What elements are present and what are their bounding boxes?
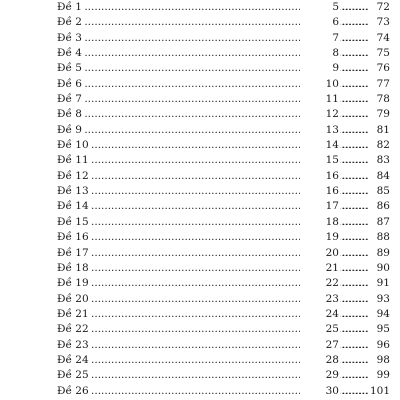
table-of-contents [57,0,390,399]
dot-leader [342,138,372,153]
toc-entry-label: Đề 15 [57,215,91,230]
toc-page-second: 73 [369,15,390,30]
toc-row [57,199,390,214]
toc-page-first: 6 [300,15,340,30]
toc-row [57,153,390,168]
toc-page-first: 16 [300,169,340,184]
dot-leader [342,107,372,122]
toc-row [57,215,390,230]
toc-page-first: 11 [300,92,340,107]
toc-page-first: 19 [300,230,340,245]
toc-entry-label: Đề 22 [57,322,91,337]
toc-page-second: 85 [369,184,390,199]
toc-page-first: 7 [300,31,340,46]
toc-page-second: 86 [369,199,390,214]
toc-page-second: 76 [369,61,390,76]
toc-entry-label: Đề 8 [57,107,84,122]
dot-leader [342,261,372,276]
dot-leader [342,338,372,353]
toc-page-second: 88 [369,230,390,245]
toc-page-first: 21 [300,261,340,276]
toc-row [57,77,390,92]
toc-page-second: 90 [369,261,390,276]
dot-leader [342,0,372,15]
toc-row [57,230,390,245]
toc-row [57,61,390,76]
dot-leader [342,307,372,322]
toc-row [57,31,390,46]
toc-page-second: 81 [369,123,390,138]
toc-page-first: 15 [300,153,340,168]
toc-page-second: 95 [369,322,390,337]
toc-page-first: 8 [300,46,340,61]
toc-page-first: 23 [300,292,340,307]
toc-page-first: 10 [300,77,340,92]
toc-page-second: 99 [369,368,390,383]
dot-leader [342,276,372,291]
toc-row [57,338,390,353]
toc-page-second: 101 [369,384,390,399]
toc-page-second: 87 [369,215,390,230]
toc-entry-label: Đề 17 [57,246,91,261]
dot-leader [342,31,372,46]
dot-leader [342,169,372,184]
toc-row [57,184,390,199]
toc-row [57,368,390,383]
dot-leader [342,153,372,168]
toc-page-first: 14 [300,138,340,153]
toc-entry-label: Đề 26 [57,384,91,399]
dot-leader [342,246,372,261]
toc-page-second: 94 [369,307,390,322]
toc-page-first: 29 [300,368,340,383]
toc-entry-label: Đề 20 [57,292,91,307]
toc-entry-label: Đề 21 [57,307,91,322]
toc-entry-label: Đề 12 [57,169,91,184]
toc-entry-label: Đề 4 [57,46,84,61]
toc-page-first: 12 [300,107,340,122]
toc-row [57,261,390,276]
toc-page-second: 75 [369,46,390,61]
dot-leader [342,184,372,199]
dot-leader [342,384,372,399]
toc-page-first: 13 [300,123,340,138]
toc-page-first: 30 [300,384,340,399]
toc-row [57,276,390,291]
toc-entry-label: Đề 14 [57,199,91,214]
toc-page-first: 22 [300,276,340,291]
toc-page-second: 82 [369,138,390,153]
toc-page-first: 18 [300,215,340,230]
toc-page-first: 16 [300,184,340,199]
toc-entry-label: Đề 11 [57,153,91,168]
toc-entry-label: Đề 23 [57,338,91,353]
toc-page-first: 9 [300,61,340,76]
toc-row [57,307,390,322]
toc-row [57,46,390,61]
toc-row [57,92,390,107]
dot-leader [342,123,372,138]
toc-entry-label: Đề 24 [57,353,91,368]
dot-leader [342,92,372,107]
toc-page-second: 72 [369,0,390,15]
toc-entry-label: Đề 25 [57,368,91,383]
toc-page-first: 25 [300,322,340,337]
toc-entry-label: Đề 13 [57,184,91,199]
toc-entry-label: Đề 6 [57,77,84,92]
toc-row [57,15,390,30]
dot-leader [342,230,372,245]
toc-row [57,107,390,122]
toc-page-first: 17 [300,199,340,214]
dot-leader [342,322,372,337]
toc-page-second: 74 [369,31,390,46]
toc-row [57,138,390,153]
toc-entry-label: Đề 19 [57,276,91,291]
toc-page-second: 89 [369,246,390,261]
toc-row [57,123,390,138]
toc-page-second: 91 [369,276,390,291]
dot-leader [342,77,372,92]
toc-entry-label: Đề 7 [57,92,84,107]
toc-entry-label: Đề 3 [57,31,84,46]
toc-row [57,384,390,399]
toc-entry-label: Đề 1 [57,0,84,15]
dot-leader [342,292,372,307]
toc-page-second: 96 [369,338,390,353]
toc-row [57,353,390,368]
toc-page-second: 84 [369,169,390,184]
toc-entry-label: Đề 10 [57,138,91,153]
toc-page-second: 98 [369,353,390,368]
toc-page-second: 93 [369,292,390,307]
toc-page-second: 79 [369,107,390,122]
dot-leader [342,368,372,383]
toc-page-second: 83 [369,153,390,168]
dot-leader [342,46,372,61]
toc-page-second: 78 [369,92,390,107]
toc-entry-label: Đề 9 [57,123,84,138]
toc-entry-label: Đề 16 [57,230,91,245]
toc-page-second: 77 [369,77,390,92]
toc-page-first: 20 [300,246,340,261]
toc-page-first: 24 [300,307,340,322]
toc-page-first: 5 [300,0,340,15]
toc-page-first: 27 [300,338,340,353]
toc-entry-label: Đề 2 [57,15,84,30]
dot-leader [342,353,372,368]
dot-leader [342,215,372,230]
toc-row [57,246,390,261]
toc-row [57,292,390,307]
toc-entry-label: Đề 5 [57,61,84,76]
toc-page-first: 28 [300,353,340,368]
toc-row [57,322,390,337]
toc-row [57,169,390,184]
toc-entry-label: Đề 18 [57,261,91,276]
dot-leader [342,15,372,30]
dot-leader [342,61,372,76]
dot-leader [342,199,372,214]
toc-row [57,0,390,15]
